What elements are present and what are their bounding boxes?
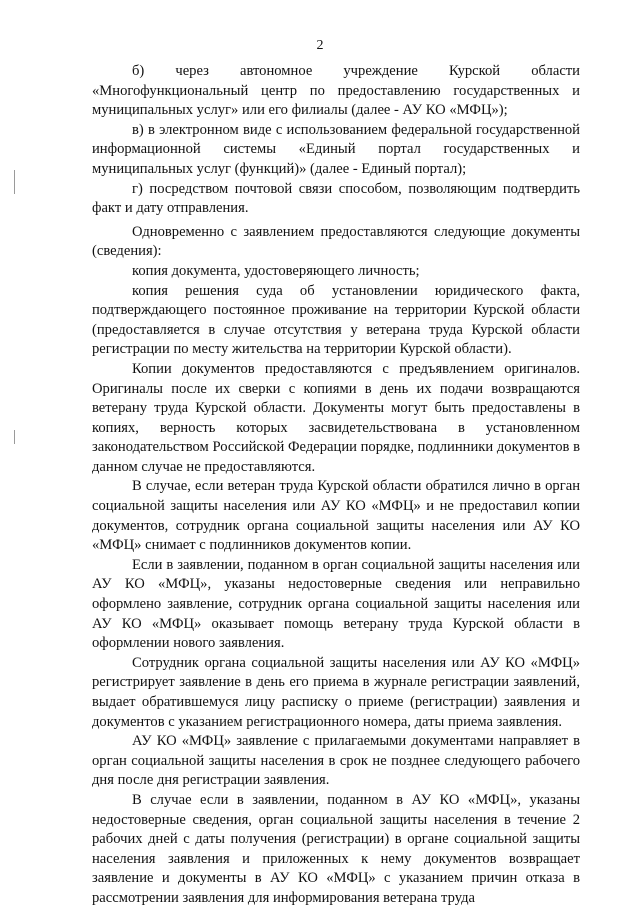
paragraph-court-decision-copy: копия решения суда об установлении юридического факта, подтверждающего постоянное проживание на территории Курской области (предоставляется в случае отсутствия у ветерана труда Курской области регистрации по месту жительства на территории Курской области). xyxy=(92,282,580,358)
paragraph-option-g: г) посредством почтовой связи способом, позволяющим подтвердить факт и дату отправления. xyxy=(92,180,580,217)
paragraph-document-id-copy: копия документа, удостоверяющего личность; xyxy=(132,262,420,279)
paragraph-mfc-forwarding: АУ КО «МФЦ» заявление с прилагаемыми документами направляет в орган социальной защиты населения в срок не позднее следующего рабочего дня после дня регистрации заявления. xyxy=(92,733,580,789)
paragraph-copies-originals: Копии документов предоставляются с предъявлением оригиналов. Оригиналы после их сверки с копиями в день их подачи возвращаются ветерану труда Курской области. Документы могут быть предоставлены в копиях, верность которых засвидетельствована в установленном законодательством Российской Федерации порядке, подлинники документов в данном случае не предоставляются. xyxy=(92,360,580,475)
paragraph-option-v: в) в электронном виде с использованием федеральной государственной информационной системы «Единый портал государственных и муниципальных услуг (функций)» (далее - Единый портал); xyxy=(92,121,580,177)
paragraph-option-b: б) через автономное учреждение Курской области «Многофункциональный центр по предоставлению государственных и муниципальных услуг» или его филиалы (далее - АУ КО «МФЦ»); xyxy=(92,63,580,119)
paragraph-registration: Сотрудник органа социальной защиты населения или АУ КО «МФЦ» регистрирует заявление в день его приема в журнале регистрации заявлений, выдает обратившемуся лицу расписку о приеме (регистрации) заявления и документов с указанием регистрационного номера, даты приема заявления. xyxy=(92,654,580,730)
scan-edge-mark xyxy=(14,170,15,194)
page-number: 2 xyxy=(316,38,324,53)
paragraph-incorrect-application: Если в заявлении, поданном в орган социальной защиты населения или АУ КО «МФЦ», указаны недостоверные сведения или неправильно оформлено заявление, сотрудник органа социальной защиты населения или АУ КО «МФЦ» оказывает помощь ветерану труда Курской области в оформлении нового заявления. xyxy=(92,556,580,652)
paragraph-return-to-mfc: В случае если в заявлении, поданном в АУ КО «МФЦ», указаны недостоверные сведения, орган социальной защиты населения в течение 2 рабочих дней с даты получения (регистрации) в органе социальной защиты населения заявления и приложенных к нему документов возвращает заявление и документы в АУ КО «МФЦ» с указанием причин отказа в рассмотрении заявления для информирования ветерана труда xyxy=(92,791,580,906)
document-body xyxy=(92,62,580,909)
paragraph-personal-visit: В случае, если ветеран труда Курской области обратился лично в орган социальной защиты населения или АУ КО «МФЦ» и не предоставил копии документов, сотрудник органа социальной защиты населения или АУ КО «МФЦ» снимает с подлинников документов копии. xyxy=(92,478,580,554)
paragraph-documents-intro: Одновременно с заявлением предоставляются следующие документы (сведения): xyxy=(92,223,580,260)
scan-edge-mark xyxy=(14,430,15,444)
